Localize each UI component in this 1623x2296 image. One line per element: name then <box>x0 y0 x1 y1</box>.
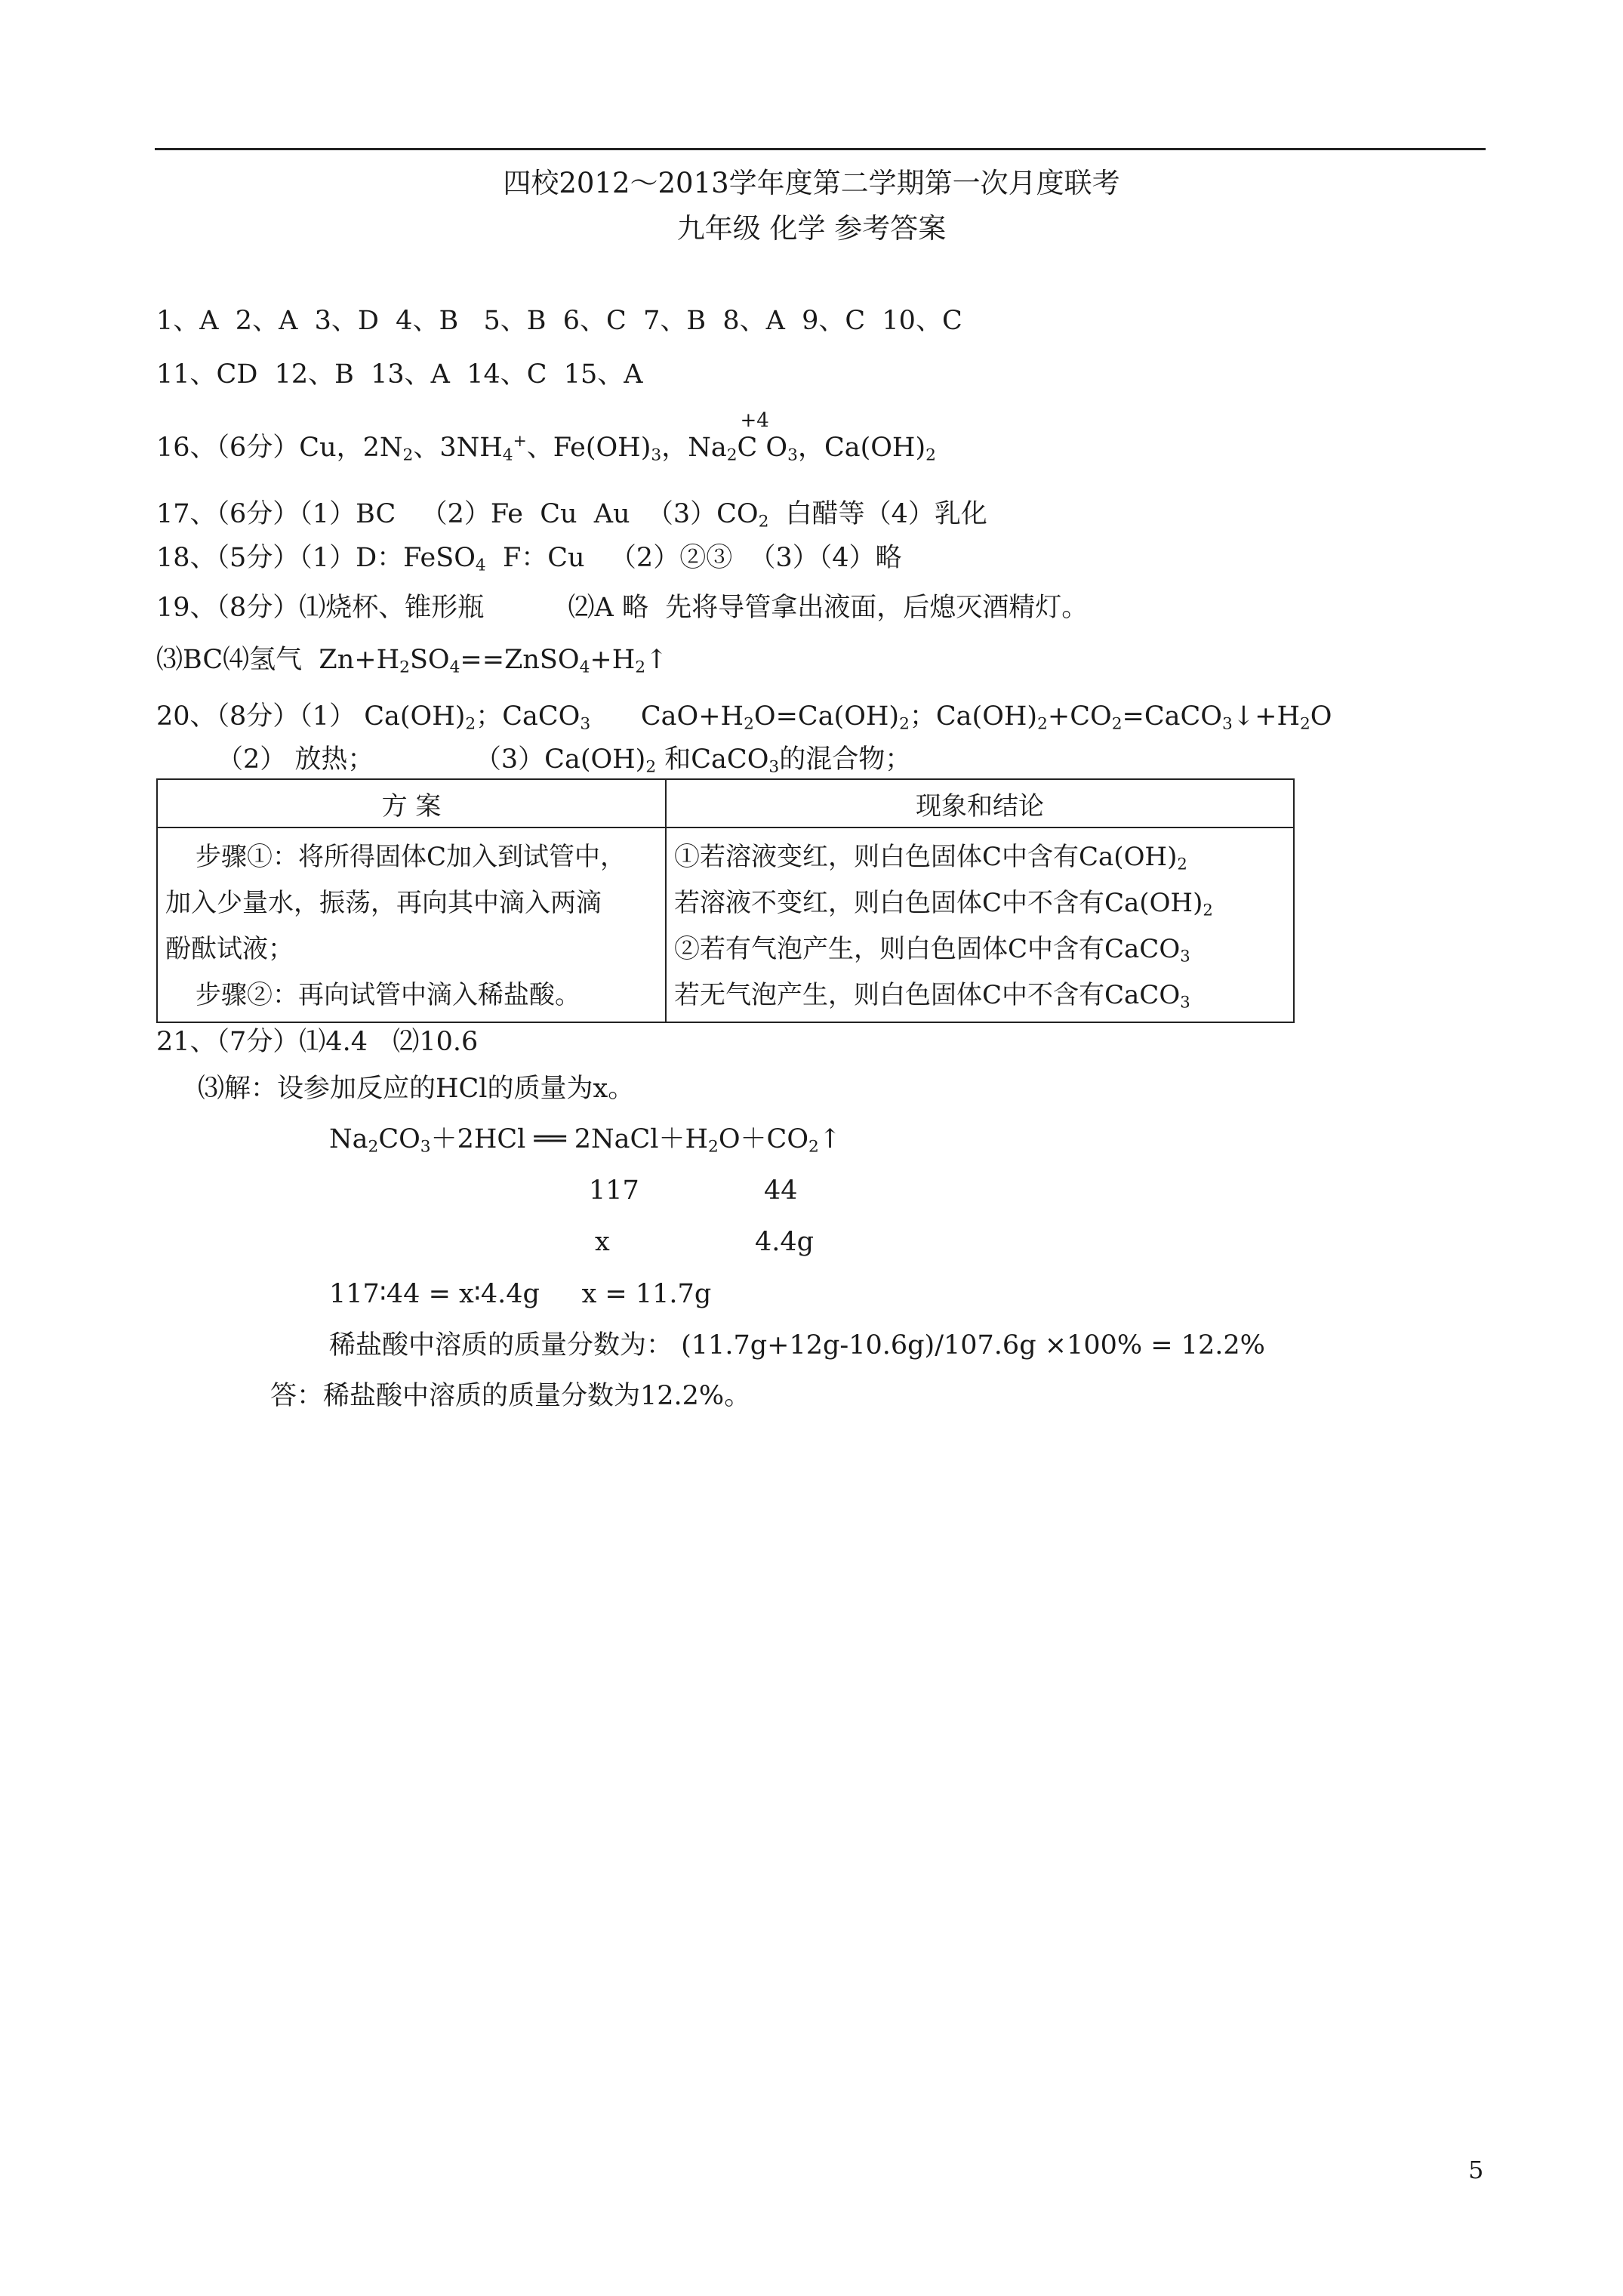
final-answer: 答：稀盐酸中溶质的质量分数为12.2%。 <box>270 1381 751 1411</box>
fraction-calculation: 稀盐酸中溶质的质量分数为： (11.7g+12g-10.6g)/107.6g ×100% = 12.2% <box>329 1330 1265 1361</box>
molar-mass-nacl: 117 <box>589 1176 639 1206</box>
answers-11-15: 11、CD 12、B 13、A 14、C 15、A <box>156 359 643 390</box>
answer-16: 16、（6分）Cu，$2N_2$、$3NH_4^+$、$Fe(OH)_3$，$Na_2$ +4 C $O_3$，$Ca(OH)_2$ <box>156 409 936 465</box>
document-title: 四校2012～2013学年度第二学期第一次月度联考 <box>503 167 1120 199</box>
answer-21-line2: ⑶解：设参加反应的HCl的质量为x。 <box>198 1074 635 1104</box>
chemical-equation: $Na_2CO_3+2HCl$ ══ $2NaCl+H_2O+CO_2↑$ <box>329 1124 842 1157</box>
unknown-x: x <box>595 1227 610 1257</box>
table-cell-result: ①若溶液变红，则白色固体C中含有$Ca(OH)_2$ 若溶液不变红，则白色固体C中不含有$Ca(OH)_2$ ②若有气泡产生，则白色固体C中含有CaCO$_3$ 若无气泡产生，则白色固体C中不含有CaCO$_3$ <box>666 827 1294 1022</box>
answer-18: 18、（5分）（1）D：FeSO$_4$ F：Cu （2）②③ （3）（4）略 <box>156 543 902 575</box>
answers-1-10: 1、A 2、A 3、D 4、B 5、B 6、C 7、B 8、A 9、C 10、C <box>156 306 962 336</box>
document-subtitle: 九年级 化学 参考答案 <box>676 212 947 245</box>
answer-20-line2: （2） 放热； $(3)Ca(OH)_2$ 和CaCO$_3$的混合物； <box>217 744 912 777</box>
experiment-table <box>156 778 1295 1023</box>
answer-19-line2: ⑶BC⑷氢气 $Zn+H_2SO_4==ZnSO_4+H_2↑$ <box>156 645 668 677</box>
page-number: 5 <box>1468 2156 1484 2184</box>
table-header-result: 现象和结论 <box>666 779 1294 827</box>
answer-17: 17、（6分）（1）BC （2）Fe Cu Au $(3)CO_2$ 白醋等（4）乳化 <box>156 499 987 532</box>
answer-20-line1: 20、（8分）（1） $Ca(OH)_2$；CaCO$_3$ $CaO+H_2O=Ca(OH)_2$；$Ca(OH)_2+CO_2=CaCO_3↓+H_2O$ <box>156 701 1332 734</box>
table-header-plan: 方 案 <box>157 779 666 827</box>
answer-19-line1: 19、（8分）⑴烧杯、锥形瓶 ⑵A 略 先将导管拿出液面，后熄灭酒精灯。 <box>156 593 1089 623</box>
ratio-calculation: 117∶44 = x∶4.4g x = 11.7g <box>329 1279 712 1309</box>
table-row <box>157 827 1294 1022</box>
molar-mass-co2: 44 <box>764 1176 798 1206</box>
mass-co2: 4.4g <box>755 1227 815 1257</box>
table-header-row <box>157 779 1294 827</box>
header-rule <box>155 148 1486 150</box>
oxidation-state: +4 <box>740 409 769 432</box>
table-cell-plan: 步骤①：将所得固体C加入到试管中， 加入少量水，振荡，再向其中滴入两滴 酚酞试液； 步骤②：再向试管中滴入稀盐酸。 <box>157 827 666 1022</box>
answer-21-line1: 21、（7分）⑴4.4 ⑵10.6 <box>156 1027 479 1057</box>
